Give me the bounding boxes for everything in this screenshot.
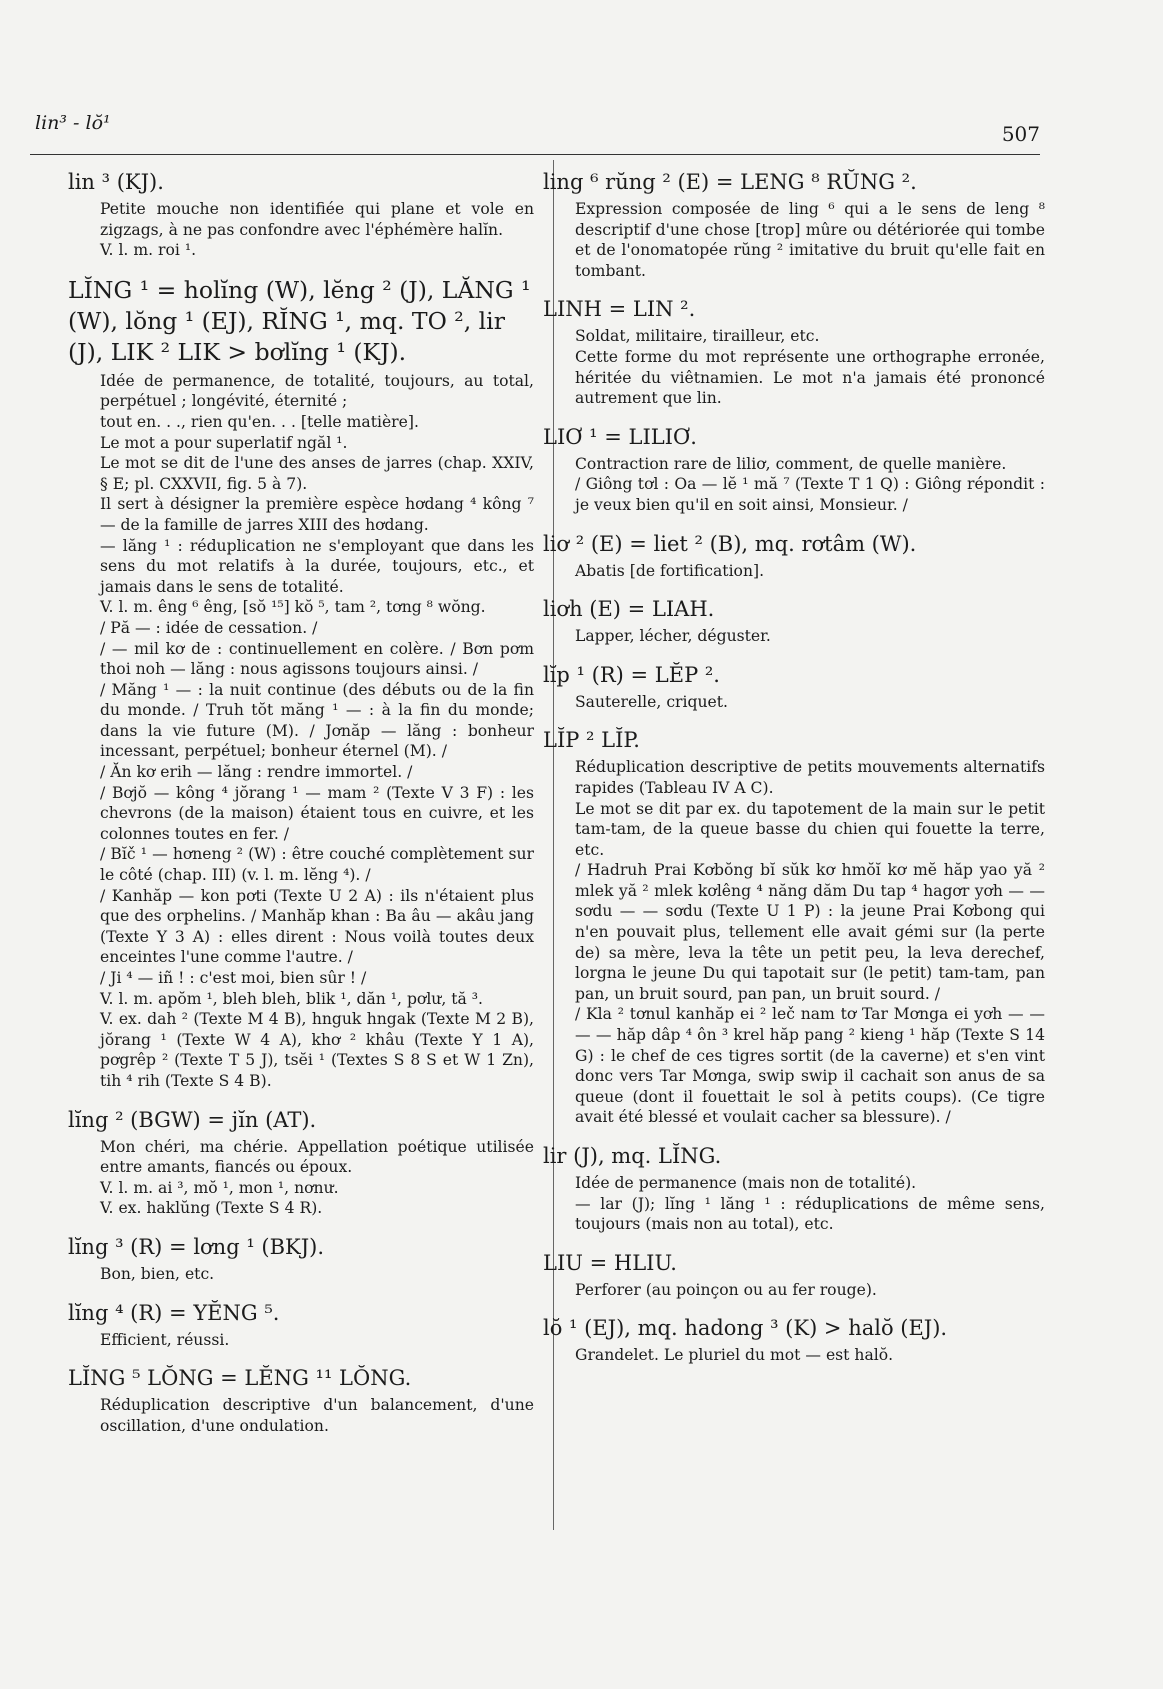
entry-body <box>575 561 1045 582</box>
entry-paragraph: Bon, bien, etc. <box>100 1264 215 1283</box>
entry-paragraph: Expression composée de ling ⁶ qui a le sens de leng ⁸ descriptif d'une chose [trop] mûre ou détériorée qui tombe et de l'onomatopée rŭng ² imitative du bruit qu'elle fait en tombant. <box>575 200 1045 280</box>
entry-paragraph: Réduplication descriptive d'un balancement, d'une oscillation, d'une ondulation. <box>100 1396 534 1435</box>
page-number: 507 <box>1001 122 1040 146</box>
entry-headword: lin ³ (KJ). <box>68 170 164 194</box>
entry-paragraph: / Kla ² tơnul kanhăp ei ² leč nam tơ Tar Mơnga ei yơh — — — — hăp dâp ⁴ ôn ³ krel hăp pang ² kieng ¹ hăp (Texte S 14 G) : le chef de ces tigres sortit (de la caverne) et s'en vint donc vers Tar Mơnga, swip swip il cachait son anus de sa queue (dont il fouettait le sol à petits coups). (Ce tigre avait été blessé et voulait cacher sa blessure). / <box>575 1005 1045 1127</box>
entry-paragraph: Contraction rare de liliơ, comment, de quelle manière. <box>575 454 1007 473</box>
entry-paragraph: / Pă — : idée de cessation. / <box>100 618 318 637</box>
page-header <box>30 108 1040 155</box>
entry-paragraph: Cette forme du mot représente une orthographe erronée, héritée du viêtnamien. Le mot n'a jamais été prononcé autrement que lin. <box>575 347 1045 408</box>
entry-paragraph: Idée de permanence (mais non de totalité). <box>575 1174 917 1192</box>
dictionary-entry <box>543 530 1045 582</box>
dictionary-entry <box>68 1106 534 1219</box>
entry-headword: lĭng ³ (R) = lơng ¹ (BKJ). <box>68 1234 325 1259</box>
entry-body <box>575 454 1045 516</box>
running-head: lin³ - lŏ¹ <box>35 112 111 134</box>
entry-body <box>100 1264 534 1285</box>
entry-headword: LĬP ² LĬP. <box>543 728 640 753</box>
entry-paragraph: Sauterelle, criquet. <box>575 692 728 711</box>
entry-paragraph: / Hadruh Prai Kơbŏng bĭ sŭk kơ hmŏĭ kơ mĕ hăp yao yă ² mlek yă ² mlek kơlêng ⁴ năng dăm Du tap ⁴ hagơr yơh — — sơdu — — sơdu (Texte U 1 P) : la jeune Prai Kơbong qui n'en pouvait plus, tellement elle avait gémi sur (la perte de) sa mère, leva la tête un petit peu, la leva derechef, lorgna le jeune Du qui tapotait sur (le petit) tam-tam, pan pan, un bruit sourd, pan pan, un bruit sourd. / <box>575 861 1045 1003</box>
entry-paragraph: V. l. m. apŏm ¹, bleh bleh, blik ¹, dăn ¹, pơlư, tă ³. <box>100 989 483 1008</box>
entry-headword: lĭng ⁴ (R) = YĔNG ⁵. <box>68 1300 280 1325</box>
dictionary-entry <box>543 423 1045 516</box>
entry-body <box>575 199 1045 281</box>
entry-paragraph: Lapper, lécher, déguster. <box>575 627 771 646</box>
entry-paragraph: / Măng ¹ — : la nuit continue (des débuts ou de la fin du monde. / Truh tŏt măng ¹ — : à la fin du monde; dans la vie future (M). / Jơnăp — lăng : bonheur incessant, perpétuel; bonheur éternel (M). / <box>100 680 534 761</box>
entry-headword: lir (J), mq. LĬNG. <box>543 1144 722 1168</box>
entry-headword: liơh (E) = LIAH. <box>543 597 715 622</box>
dictionary-entry <box>543 295 1045 408</box>
dictionary-entry <box>543 1314 1045 1366</box>
dictionary-entry <box>543 1142 1045 1235</box>
entry-paragraph: Idée de permanence, de totalité, toujours, au total, perpétuel ; longévité, éternité ; <box>100 371 534 411</box>
entry-paragraph: Il sert à désigner la première espèce hơdang ⁴ kông ⁷ — de la famille de jarres XIII des hơdang. <box>100 495 534 534</box>
entry-body <box>575 1173 1045 1235</box>
dictionary-entry <box>68 1364 534 1436</box>
entry-headword: LIU = HLIU. <box>543 1250 677 1275</box>
left-column <box>68 168 534 1450</box>
entry-body <box>100 1395 534 1436</box>
entry-body <box>100 1330 534 1351</box>
dictionary-entry <box>543 726 1045 1128</box>
entry-paragraph: / Bơjŏ — kông ⁴ jŏrang ¹ — mam ² (Texte V 3 F) : les chevrons (de la maison) étaient tous en cuivre, et les colonnes toutes en fer. / <box>100 783 534 843</box>
entry-paragraph: Soldat, militaire, tirailleur, etc. <box>575 327 820 346</box>
entry-paragraph: / — mil kơ de : continuellement en colère. / Bơn pơm thoi noh — lăng : nous agissons toujours ainsi. / <box>100 639 534 679</box>
entry-body <box>100 371 534 1092</box>
entry-body <box>575 692 1045 713</box>
entry-body <box>575 1280 1045 1301</box>
entry-paragraph: V. l. m. êng ⁶ êng, [sŏ ¹⁵] kŏ ⁵, tam ², tơng ⁸ wŏng. <box>100 598 486 617</box>
entry-paragraph: V. ex. haklŭng (Texte S 4 R). <box>100 1199 323 1218</box>
entry-paragraph: / Ji ⁴ — iñ ! : c'est moi, bien sûr ! / <box>100 969 367 987</box>
entry-headword: liơ ² (E) = liet ² (B), mq. rơtâm (W). <box>543 531 917 556</box>
entry-paragraph: Efficient, réussi. <box>100 1330 230 1349</box>
entry-paragraph: / Kanhăp — kon pơti (Texte U 2 A) : ils n'étaient plus que des orphelins. / Manhăp khan : Ba âu — akâu jang (Texte Y 3 A) : elles dirent : Nous voilà toutes deux enceintes l'une comme l'autre. / <box>100 886 534 967</box>
entry-paragraph: V. ex. dah ² (Texte M 4 B), hnguk hngak (Texte M 2 B), jŏrang ¹ (Texte W 4 A), khơ ² khâu (Texte Y 1 A), pơgrêp ² (Texte T 5 J), tsĕi ¹ (Textes S 8 S et W 1 Zn), tih ⁴ rih (Texte S 4 B). <box>100 1010 534 1090</box>
entry-paragraph: Abatis [de fortification]. <box>575 561 765 580</box>
entry-body <box>100 1137 534 1219</box>
entry-paragraph: — lar (J); lĭng ¹ lăng ¹ : réduplications de même sens, toujours (mais non au total), etc. <box>575 1194 1045 1234</box>
entry-paragraph: / Ăn kơ erih — lăng : rendre immortel. / <box>100 763 413 782</box>
dictionary-entry <box>68 1233 534 1285</box>
entry-body <box>575 1345 1045 1366</box>
entry-paragraph: tout en. . ., rien qu'en. . . [telle matière]. <box>100 412 419 431</box>
entry-headword: LĬNG ¹ = holĭng (W), lĕng ² (J), LĂNG ¹ (W), lŏng ¹ (EJ), RĬNG ¹, mq. TO ², lir (J), LIK ² LIK > bơlĭng ¹ (KJ). <box>68 275 531 366</box>
right-column <box>543 168 1045 1380</box>
entry-headword: lĭp ¹ (R) = LĔP ². <box>543 662 720 687</box>
entry-paragraph: V. l. m. ai ³, mŏ ¹, mon ¹, nơnư. <box>100 1178 339 1197</box>
dictionary-entry <box>543 168 1045 281</box>
entry-paragraph: — lăng ¹ : réduplication ne s'employant que dans les sens du mot relatifs à la durée, toujours, etc., et jamais dans le sens de totalité. <box>100 536 534 596</box>
entry-paragraph: Le mot se dit de l'une des anses de jarres (chap. XXIV, § E; pl. CXXVII, fig. 5 à 7). <box>100 454 534 493</box>
entry-paragraph: Petite mouche non identifiée qui plane et vole en zigzags, à ne pas confondre avec l'éphémère halĭn. <box>100 200 534 239</box>
entry-headword: lĭng ² (BGW) = jĭn (AT). <box>68 1107 317 1132</box>
entry-headword: ling ⁶ rŭng ² (E) = LENG ⁸ RŬNG ². <box>543 170 917 194</box>
entry-headword: LIƠ ¹ = LILIƠ. <box>543 424 697 449</box>
entry-body <box>100 199 534 261</box>
entry-paragraph: V. l. m. roi ¹. <box>100 241 197 260</box>
dictionary-entry <box>543 661 1045 713</box>
entry-paragraph: / Giông tơl : Oa — lĕ ¹ mă ⁷ (Texte T 1 Q) : Giông répondit : je veux bien qu'il en soit ainsi, Monsieur. / <box>575 475 1045 514</box>
dictionary-entry <box>543 595 1045 647</box>
dictionary-entry <box>68 168 534 261</box>
entry-body <box>575 626 1045 647</box>
entry-paragraph: Réduplication descriptive de petits mouvements alternatifs rapides (Tableau IV A C). <box>575 758 1045 797</box>
entry-headword: lŏ ¹ (EJ), mq. hadong ³ (K) > halŏ (EJ). <box>543 1316 948 1341</box>
entry-headword: LĬNG ⁵ LŎNG = LĔNG ¹¹ LŎNG. <box>68 1366 412 1391</box>
entry-paragraph: Le mot a pour superlatif ngăl ¹. <box>100 433 348 452</box>
dictionary-entry <box>68 275 534 1092</box>
dictionary-entry <box>543 1249 1045 1301</box>
entry-body <box>575 326 1045 408</box>
entry-paragraph: Perforer (au poinçon ou au fer rouge). <box>575 1280 877 1299</box>
entry-paragraph: Mon chéri, ma chérie. Appellation poétique utilisée entre amants, fiancés ou époux. <box>100 1137 534 1177</box>
entry-paragraph: Grandelet. Le pluriel du mot — est halŏ. <box>575 1346 894 1365</box>
entry-body <box>575 757 1045 1128</box>
entry-paragraph: Le mot se dit par ex. du tapotement de la main sur le petit tam-tam, de la queue basse du chien qui fouette la terre, etc. <box>575 799 1045 859</box>
dictionary-entry <box>68 1299 534 1351</box>
entry-paragraph: / Bĭč ¹ — hơneng ² (W) : être couché complètement sur le côté (chap. III) (v. l. m. lĕng ⁴). / <box>100 845 534 885</box>
entry-headword: LINH = LIN ². <box>543 297 696 322</box>
